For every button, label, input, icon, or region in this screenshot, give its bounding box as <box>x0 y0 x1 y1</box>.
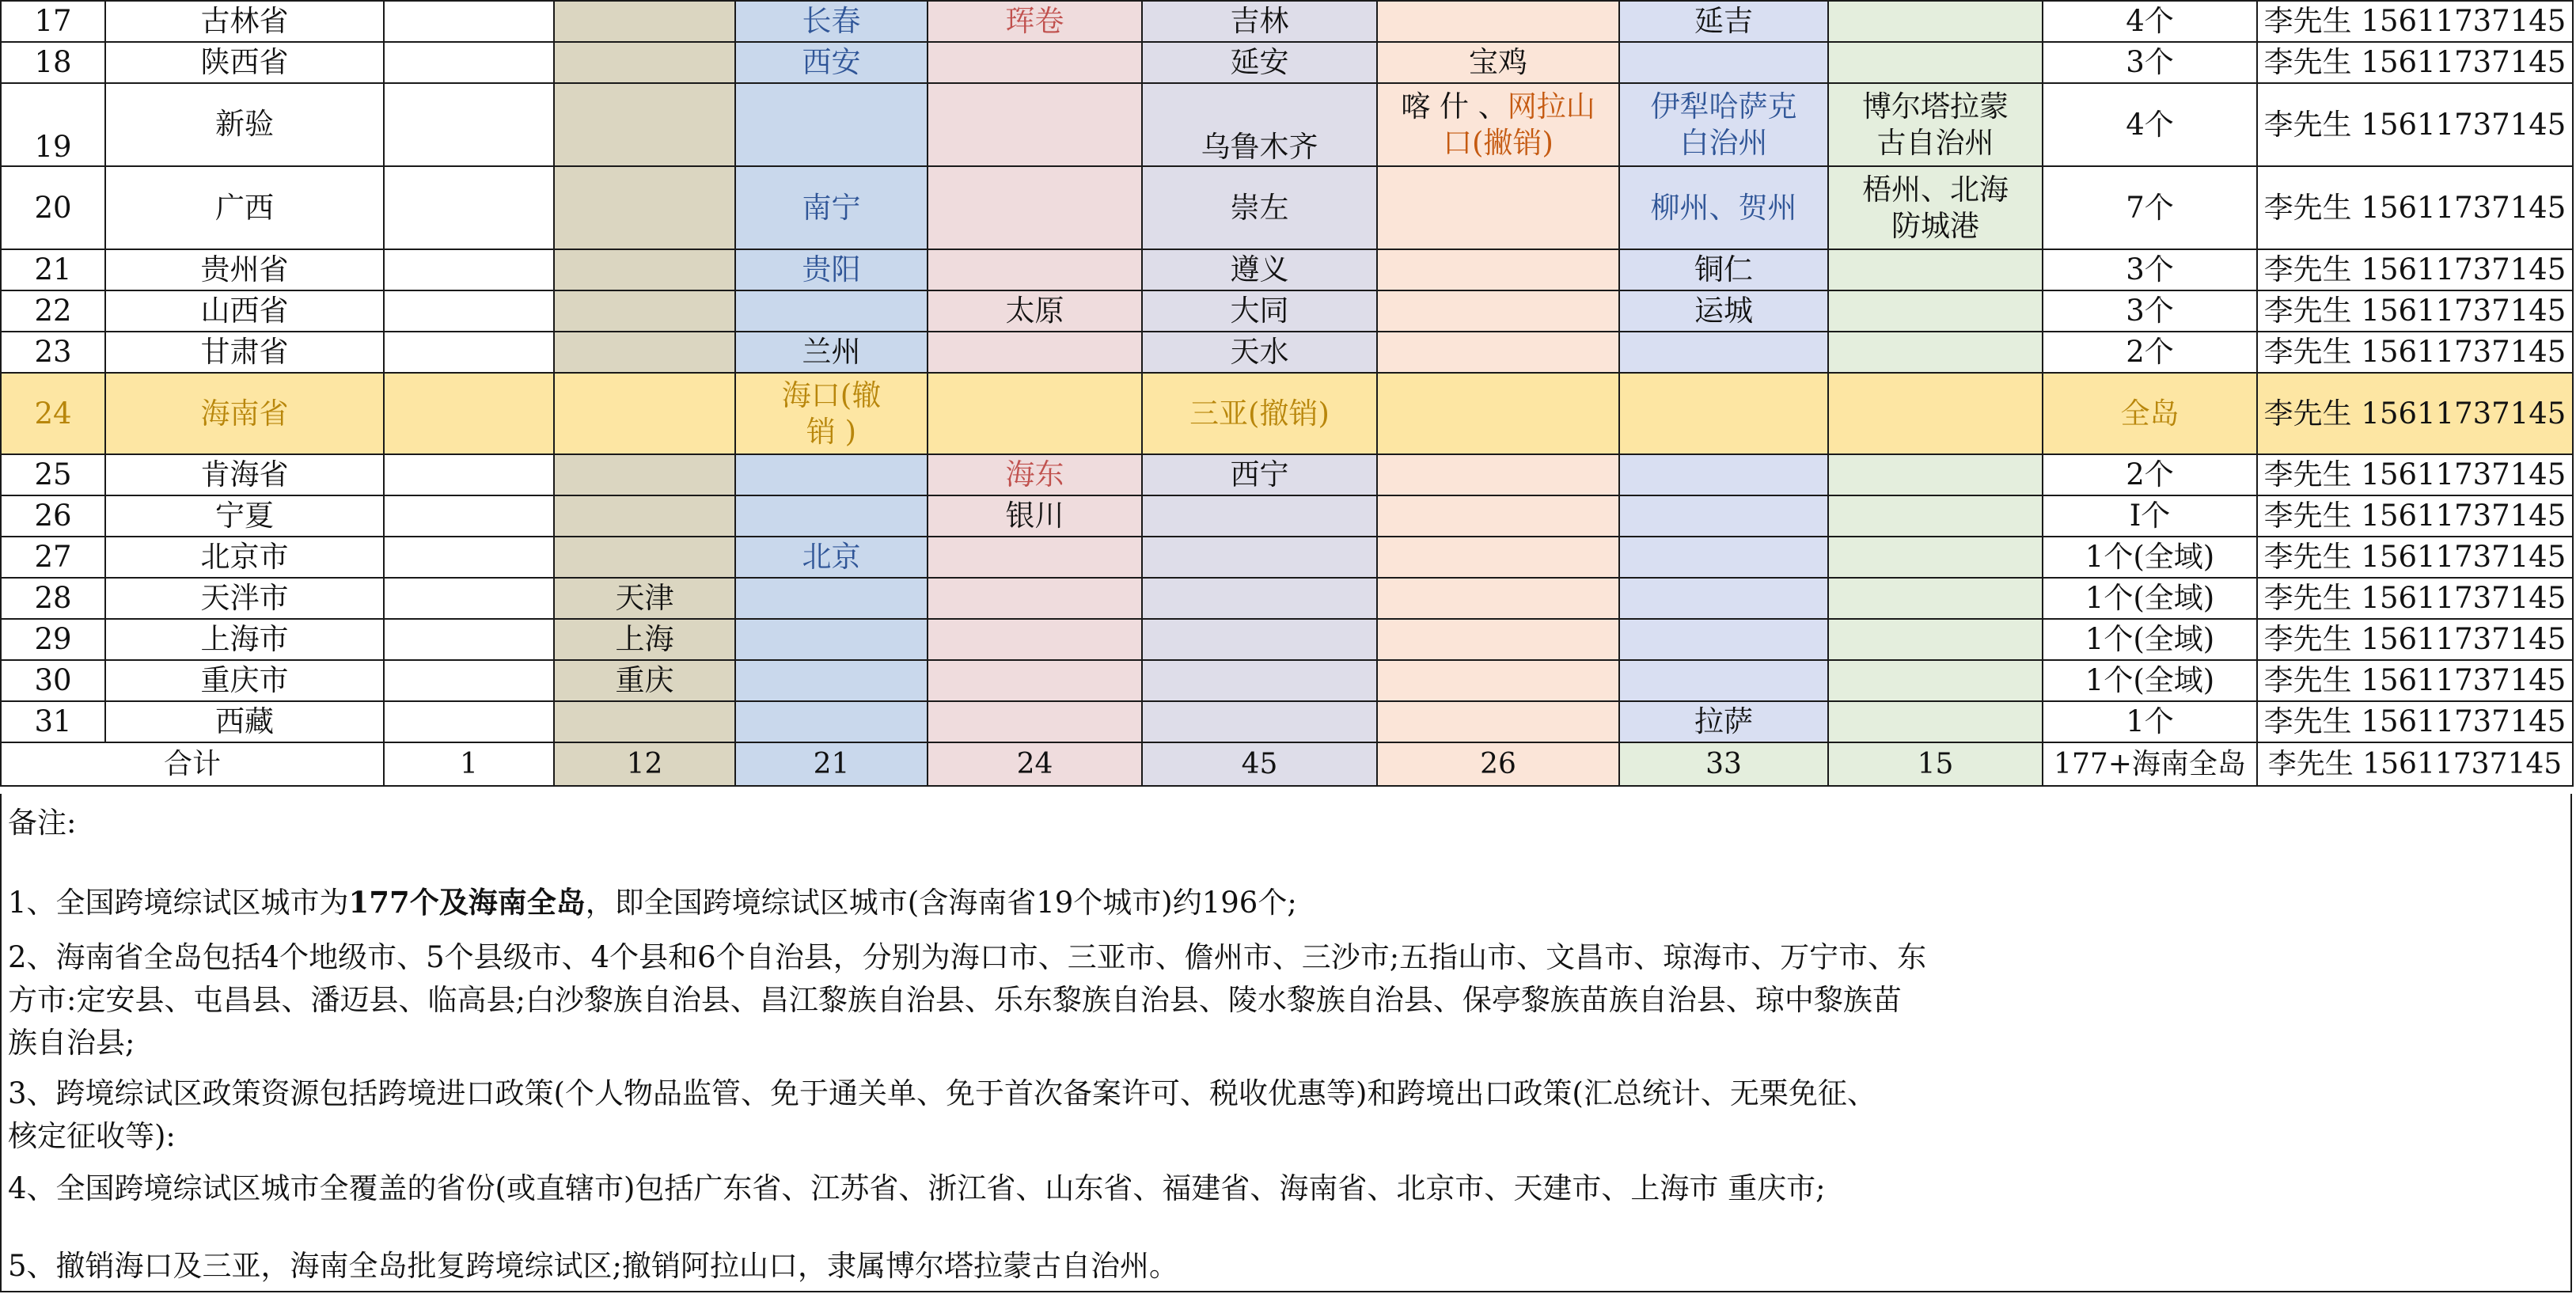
count-cell: 2个 <box>2043 454 2257 495</box>
note-2-line-2: 方市:定安县、屯昌县、潘迈县、临高县;白沙黎族自治县、昌江黎族自治县、乐东黎族自治县、陵水黎族自治县、保亭黎族苗族自治县、琼中黎族苗 <box>8 983 1902 1017</box>
row-number: 22 <box>1 290 105 332</box>
note-5: 5、撤销海口及三亚，海南全岛批复跨境综试区;撤销阿拉山口，隶属博尔塔拉蒙古自治州。 <box>8 1249 1179 1283</box>
cell <box>1619 537 1828 578</box>
table-row <box>1 249 2573 290</box>
province-cell: 新验 <box>105 83 384 166</box>
table-row <box>1 660 2573 701</box>
cell <box>554 83 735 166</box>
cell <box>928 42 1142 83</box>
cell <box>384 42 554 83</box>
total-cell: 45 <box>1142 742 1377 786</box>
province-cell: 陕西省 <box>105 42 384 83</box>
count-cell: 7个 <box>2043 166 2257 249</box>
cell <box>384 166 554 249</box>
count-cell: 1个(全域) <box>2043 619 2257 660</box>
contact-cell: 李先生 15611737145 <box>2257 373 2573 454</box>
cell <box>928 578 1142 619</box>
cell <box>928 83 1142 166</box>
cell <box>735 619 928 660</box>
total-cell: 21 <box>735 742 928 786</box>
cell <box>1377 537 1619 578</box>
note-text: 1、全国跨境综试区城市为 <box>8 886 349 920</box>
contact-cell: 李先生 15611737145 <box>2257 701 2573 742</box>
cell <box>554 42 735 83</box>
cell: 运城 <box>1619 290 1828 332</box>
cell <box>1619 619 1828 660</box>
total-cell: 33 <box>1619 742 1828 786</box>
cell <box>384 619 554 660</box>
contact-cell: 李先生 15611737145 <box>2257 537 2573 578</box>
cell <box>1142 660 1377 701</box>
total-cell: 24 <box>928 742 1142 786</box>
contact-cell: 李先生 15611737145 <box>2257 495 2573 537</box>
cell <box>735 578 928 619</box>
cell: 遵义 <box>1142 249 1377 290</box>
cell <box>384 495 554 537</box>
row-number: 31 <box>1 701 105 742</box>
cell <box>1619 495 1828 537</box>
cell <box>554 701 735 742</box>
cell <box>384 701 554 742</box>
table-row <box>1 42 2573 83</box>
cell <box>928 660 1142 701</box>
cell-text: 喀 什 、 <box>1401 89 1508 123</box>
cell <box>735 701 928 742</box>
contact-cell: 李先生 15611737145 <box>2257 619 2573 660</box>
note-1 <box>8 881 2145 924</box>
contact-cell: 李先生 15611737145 <box>2257 166 2573 249</box>
cell <box>1828 42 2043 83</box>
cell: 伊犁哈萨克 白治州 <box>1619 83 1828 166</box>
note-3-line-2: 核定征收等): <box>8 1119 176 1153</box>
table-row <box>1 537 2573 578</box>
cell <box>1828 332 2043 373</box>
row-number: 18 <box>1 42 105 83</box>
cell <box>384 249 554 290</box>
cell: 上海 <box>554 619 735 660</box>
cell: 西安 <box>735 42 928 83</box>
cell: 天津 <box>554 578 735 619</box>
cell <box>384 578 554 619</box>
cell <box>1377 249 1619 290</box>
province-cell: 广西 <box>105 166 384 249</box>
province-cell: 宁夏 <box>105 495 384 537</box>
cell <box>928 701 1142 742</box>
cell <box>1828 701 2043 742</box>
cell: 银川 <box>928 495 1142 537</box>
province-cell: 海南省 <box>105 373 384 454</box>
cell <box>928 537 1142 578</box>
row-number: 29 <box>1 619 105 660</box>
cell <box>554 290 735 332</box>
cell <box>1828 660 2043 701</box>
row-number: 17 <box>1 1 105 42</box>
cell <box>735 83 928 166</box>
cell <box>928 373 1142 454</box>
cell: 兰州 <box>735 332 928 373</box>
province-cell: 上海市 <box>105 619 384 660</box>
cell: 海东 <box>928 454 1142 495</box>
cell <box>554 332 735 373</box>
cell <box>1828 454 2043 495</box>
count-cell: 1个(全域) <box>2043 578 2257 619</box>
cell <box>554 495 735 537</box>
cell <box>554 249 735 290</box>
cell: 珲卷 <box>928 1 1142 42</box>
cell <box>1828 578 2043 619</box>
total-cell: 15 <box>1828 742 2043 786</box>
cell: 梧州、北海 防城港 <box>1828 166 2043 249</box>
total-row <box>1 742 2573 786</box>
province-cell: 贵州省 <box>105 249 384 290</box>
row-number: 25 <box>1 454 105 495</box>
total-cell: 26 <box>1377 742 1619 786</box>
contact-cell: 李先生 15611737145 <box>2257 332 2573 373</box>
cell <box>1377 290 1619 332</box>
cell: 博尔塔拉蒙 古自治州 <box>1828 83 2043 166</box>
cell <box>1828 495 2043 537</box>
province-cell: 天泮市 <box>105 578 384 619</box>
cell <box>1377 495 1619 537</box>
cell <box>1828 290 2043 332</box>
contact-cell: 李先生 15611737145 <box>2257 42 2573 83</box>
table-row <box>1 290 2573 332</box>
cell <box>384 290 554 332</box>
note-4: 4、全国跨境综试区城市全覆盖的省份(或直辖市)包括广东省、江苏省、浙江省、山东省、福建省、海南省、北京市、天建市、上海市 重庆市; <box>8 1171 1826 1205</box>
cell: 太原 <box>928 290 1142 332</box>
cell <box>1377 701 1619 742</box>
total-count: 177+海南全岛 <box>2043 742 2257 786</box>
province-cell: 西藏 <box>105 701 384 742</box>
cell-text: 口(撇销) <box>1443 125 1554 160</box>
total-cell: 12 <box>554 742 735 786</box>
count-cell: 3个 <box>2043 42 2257 83</box>
contact-cell: 李先生 15611737145 <box>2257 578 2573 619</box>
cell <box>554 1 735 42</box>
contact-cell: 李先生 15611737145 <box>2257 660 2573 701</box>
cell <box>1619 454 1828 495</box>
cell <box>1377 83 1619 166</box>
cell: 天水 <box>1142 332 1377 373</box>
count-cell: I个 <box>2043 495 2257 537</box>
cell: 崇左 <box>1142 166 1377 249</box>
table-row <box>1 495 2573 537</box>
row-number: 20 <box>1 166 105 249</box>
table-row <box>1 619 2573 660</box>
cell: 大同 <box>1142 290 1377 332</box>
count-cell: 3个 <box>2043 249 2257 290</box>
cell <box>384 454 554 495</box>
row-number: 28 <box>1 578 105 619</box>
count-cell: 2个 <box>2043 332 2257 373</box>
total-label: 合计 <box>1 742 384 786</box>
cell <box>1828 619 2043 660</box>
count-cell: 1个(全域) <box>2043 537 2257 578</box>
count-cell: 4个 <box>2043 1 2257 42</box>
cell <box>1619 332 1828 373</box>
notes-heading: 备注: <box>8 806 77 840</box>
contact-cell: 李先生 15611737145 <box>2257 454 2573 495</box>
cell <box>1828 537 2043 578</box>
cell: 乌鲁木齐 <box>1142 83 1377 166</box>
province-cell: 肯海省 <box>105 454 384 495</box>
contact-cell: 李先生 15611737145 <box>2257 742 2573 786</box>
cell: 南宁 <box>735 166 928 249</box>
cell <box>1377 578 1619 619</box>
cell <box>928 332 1142 373</box>
table-row-highlighted <box>1 373 2573 454</box>
cell <box>1619 578 1828 619</box>
table-row <box>1 578 2573 619</box>
row-number: 23 <box>1 332 105 373</box>
cell <box>1828 249 2043 290</box>
contact-cell: 李先生 15611737145 <box>2257 83 2573 166</box>
contact-cell: 李先生 15611737145 <box>2257 290 2573 332</box>
cell <box>384 83 554 166</box>
cell: 贵阳 <box>735 249 928 290</box>
cell: 北京 <box>735 537 928 578</box>
cell <box>1142 578 1377 619</box>
cell: 拉萨 <box>1619 701 1828 742</box>
cell <box>554 166 735 249</box>
cell: 延安 <box>1142 42 1377 83</box>
cell <box>1377 619 1619 660</box>
cell-text: 网拉山 <box>1507 89 1595 123</box>
cell: 延吉 <box>1619 1 1828 42</box>
cell: 吉林 <box>1142 1 1377 42</box>
cell <box>1377 454 1619 495</box>
total-cell: 1 <box>384 742 554 786</box>
table-row <box>1 332 2573 373</box>
cell <box>384 537 554 578</box>
cell <box>1828 373 2043 454</box>
cell <box>1377 373 1619 454</box>
note-2-line-1: 2、海南省全岛包括4个地级市、5个县级市、4个县和6个自治县，分别为海口市、三亚市、儋州市、三沙市;五指山市、文昌市、琼海市、万宁市、东 <box>8 940 1927 974</box>
cell <box>1142 537 1377 578</box>
province-cell: 古林省 <box>105 1 384 42</box>
cell: 海口(辙 销 ) <box>735 373 928 454</box>
note-text: ，即全国跨境综试区城市(含海南省19个城市)约196个; <box>585 886 1297 920</box>
row-number: 30 <box>1 660 105 701</box>
count-cell: 全岛 <box>2043 373 2257 454</box>
cell <box>735 495 928 537</box>
cell: 长春 <box>735 1 928 42</box>
cell: 西宁 <box>1142 454 1377 495</box>
cell <box>735 290 928 332</box>
cell <box>1619 660 1828 701</box>
cell <box>1377 660 1619 701</box>
cell <box>1142 619 1377 660</box>
cell <box>1142 701 1377 742</box>
cell <box>1828 1 2043 42</box>
count-cell: 1个(全域) <box>2043 660 2257 701</box>
count-cell: 1个 <box>2043 701 2257 742</box>
cell: 柳州、贺州 <box>1619 166 1828 249</box>
cell <box>384 660 554 701</box>
note-2-line-3: 族自治县; <box>8 1026 135 1060</box>
province-cell: 重庆市 <box>105 660 384 701</box>
count-cell: 4个 <box>2043 83 2257 166</box>
cell <box>928 166 1142 249</box>
cell: 宝鸡 <box>1377 42 1619 83</box>
table-row <box>1 454 2573 495</box>
cell <box>735 660 928 701</box>
table-row <box>1 166 2573 249</box>
note-3-line-1: 3、跨境综试区政策资源包括跨境进口政策(个人物品监管、免于通关单、免于首次备案许可、税收优惠等)和跨境出口政策(汇总统计、无栗免征、 <box>8 1076 1876 1110</box>
cell <box>1377 1 1619 42</box>
cell <box>554 454 735 495</box>
cell <box>384 373 554 454</box>
cell <box>1377 166 1619 249</box>
note-emphasis: 177个及海南全岛 <box>348 885 586 920</box>
row-number: 21 <box>1 249 105 290</box>
count-cell: 3个 <box>2043 290 2257 332</box>
row-number: 26 <box>1 495 105 537</box>
cell: 三亚(撤销) <box>1142 373 1377 454</box>
cell <box>1377 332 1619 373</box>
table-row <box>1 701 2573 742</box>
row-number: 19 <box>1 83 105 166</box>
table-row <box>1 1 2573 42</box>
cell <box>554 537 735 578</box>
province-cell: 北京市 <box>105 537 384 578</box>
cell <box>1619 42 1828 83</box>
table-row <box>1 83 2573 166</box>
contact-cell: 李先生 15611737145 <box>2257 1 2573 42</box>
province-cell: 山西省 <box>105 290 384 332</box>
cell <box>384 332 554 373</box>
row-number: 27 <box>1 537 105 578</box>
cell <box>1142 495 1377 537</box>
row-number: 24 <box>1 373 105 454</box>
cell: 铜仁 <box>1619 249 1828 290</box>
cell <box>928 619 1142 660</box>
cell: 重庆 <box>554 660 735 701</box>
province-cell: 甘肃省 <box>105 332 384 373</box>
contact-cell: 李先生 15611737145 <box>2257 249 2573 290</box>
cell <box>735 454 928 495</box>
cell <box>554 373 735 454</box>
notes-section <box>0 794 2572 1292</box>
cell <box>1619 373 1828 454</box>
cell <box>384 1 554 42</box>
cell <box>928 249 1142 290</box>
